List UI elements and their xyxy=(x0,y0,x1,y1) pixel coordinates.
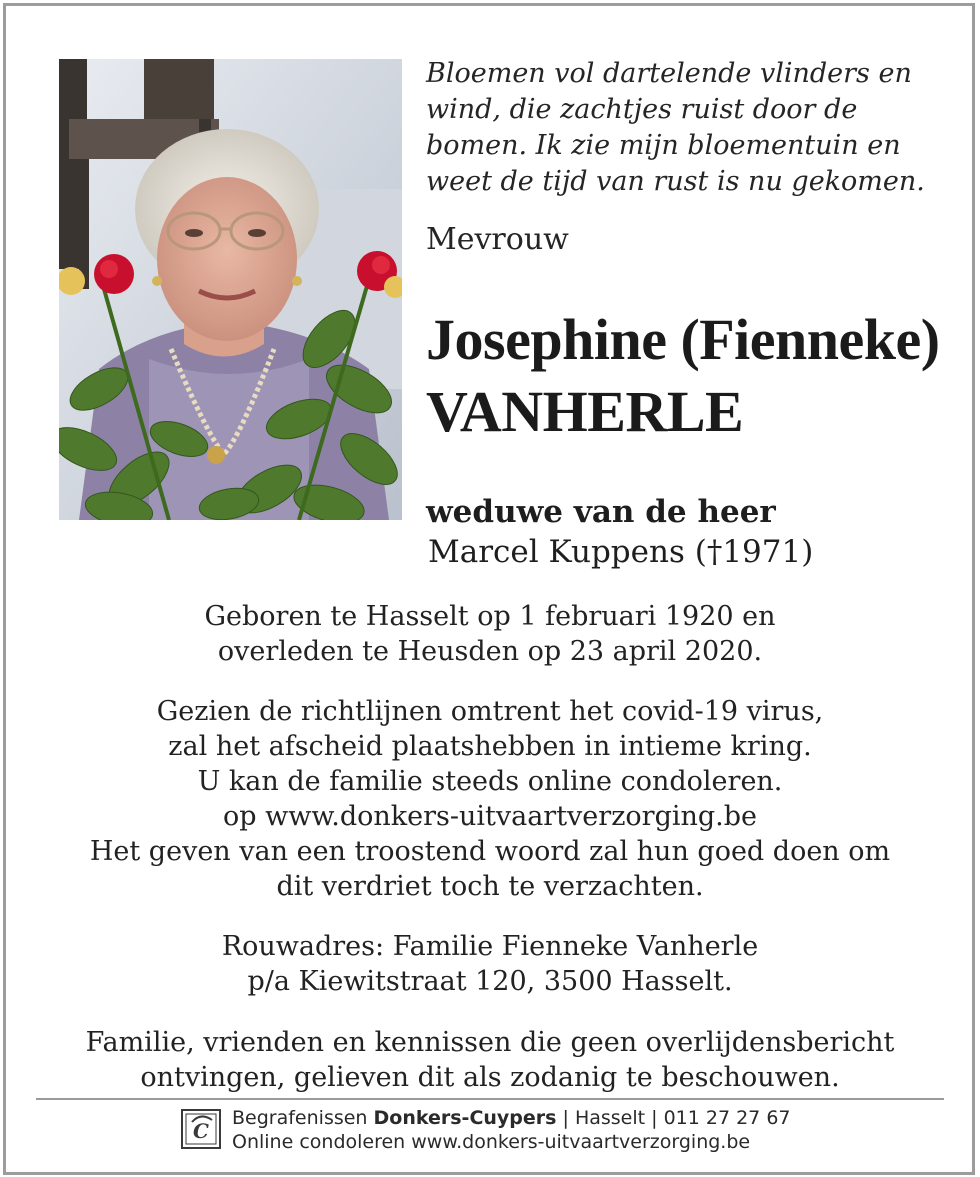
portrait-illustration xyxy=(59,59,402,520)
poem-line: wind, die zachtjes ruist door de xyxy=(426,94,858,125)
covid-line: Het geven van een troostend woord zal hun goed doen om xyxy=(89,836,891,867)
covid-line: Gezien de richtlijnen omtrent het covid-19 virus, xyxy=(156,696,824,727)
poem-line: weet de tijd van rust is nu gekomen. xyxy=(426,166,925,197)
footer-text xyxy=(232,1106,791,1154)
covid-line: U kan de familie steeds online condoleren. xyxy=(197,766,783,797)
funeral-home-logo-icon xyxy=(180,1108,222,1150)
poem-line: bomen. Ik zie mijn bloementuin en xyxy=(426,130,901,161)
footer-line-2: Online condoleren www.donkers-uitvaartverzorging.be xyxy=(232,1131,751,1153)
death-line: overleden te Heusden op 23 april 2020. xyxy=(217,636,763,667)
family-notice xyxy=(36,1025,944,1095)
address-line: Rouwadres: Familie Fienneke Vanherle xyxy=(221,931,759,962)
deceased-first-name: Josephine (Fienneke) xyxy=(426,307,940,372)
spouse-line-2: Marcel Kuppens (†1971) xyxy=(428,534,814,570)
birth-line: Geboren te Hasselt op 1 februari 1920 en xyxy=(204,601,776,632)
birth-death-info xyxy=(36,599,944,669)
spouse-info xyxy=(426,492,813,572)
mourning-address xyxy=(36,929,944,999)
footer-company: Donkers-Cuypers xyxy=(373,1107,557,1129)
footer xyxy=(180,1104,820,1160)
poem xyxy=(426,56,966,200)
footer-divider xyxy=(36,1098,944,1100)
spouse-line-1: weduwe van de heer xyxy=(426,494,776,530)
poem-line: Bloemen vol dartelende vlinders en xyxy=(426,58,912,89)
svg-text:C: C xyxy=(193,1119,209,1143)
covid-line: op www.donkers-uitvaartverzorging.be xyxy=(222,801,758,832)
portrait-photo xyxy=(59,59,402,520)
footer-prefix: Begrafenissen xyxy=(232,1107,374,1129)
covid-notice xyxy=(36,694,944,904)
family-line: Familie, vrienden en kennissen die geen overlijdensbericht xyxy=(85,1027,895,1058)
address-line: p/a Kiewitstraat 120, 3500 Hasselt. xyxy=(247,966,733,997)
covid-line: dit verdriet toch te verzachten. xyxy=(276,871,704,902)
deceased-last-name: VANHERLE xyxy=(426,379,744,444)
covid-line: zal het afscheid plaatshebben in intieme kring. xyxy=(168,731,812,762)
salutation: Mevrouw xyxy=(426,222,569,257)
footer-suffix: | Hasselt | 011 27 27 67 xyxy=(556,1107,791,1129)
footer-line-1 xyxy=(232,1106,791,1130)
family-line: ontvingen, gelieven dit als zodanig te beschouwen. xyxy=(140,1062,840,1093)
deceased-name xyxy=(426,304,940,448)
